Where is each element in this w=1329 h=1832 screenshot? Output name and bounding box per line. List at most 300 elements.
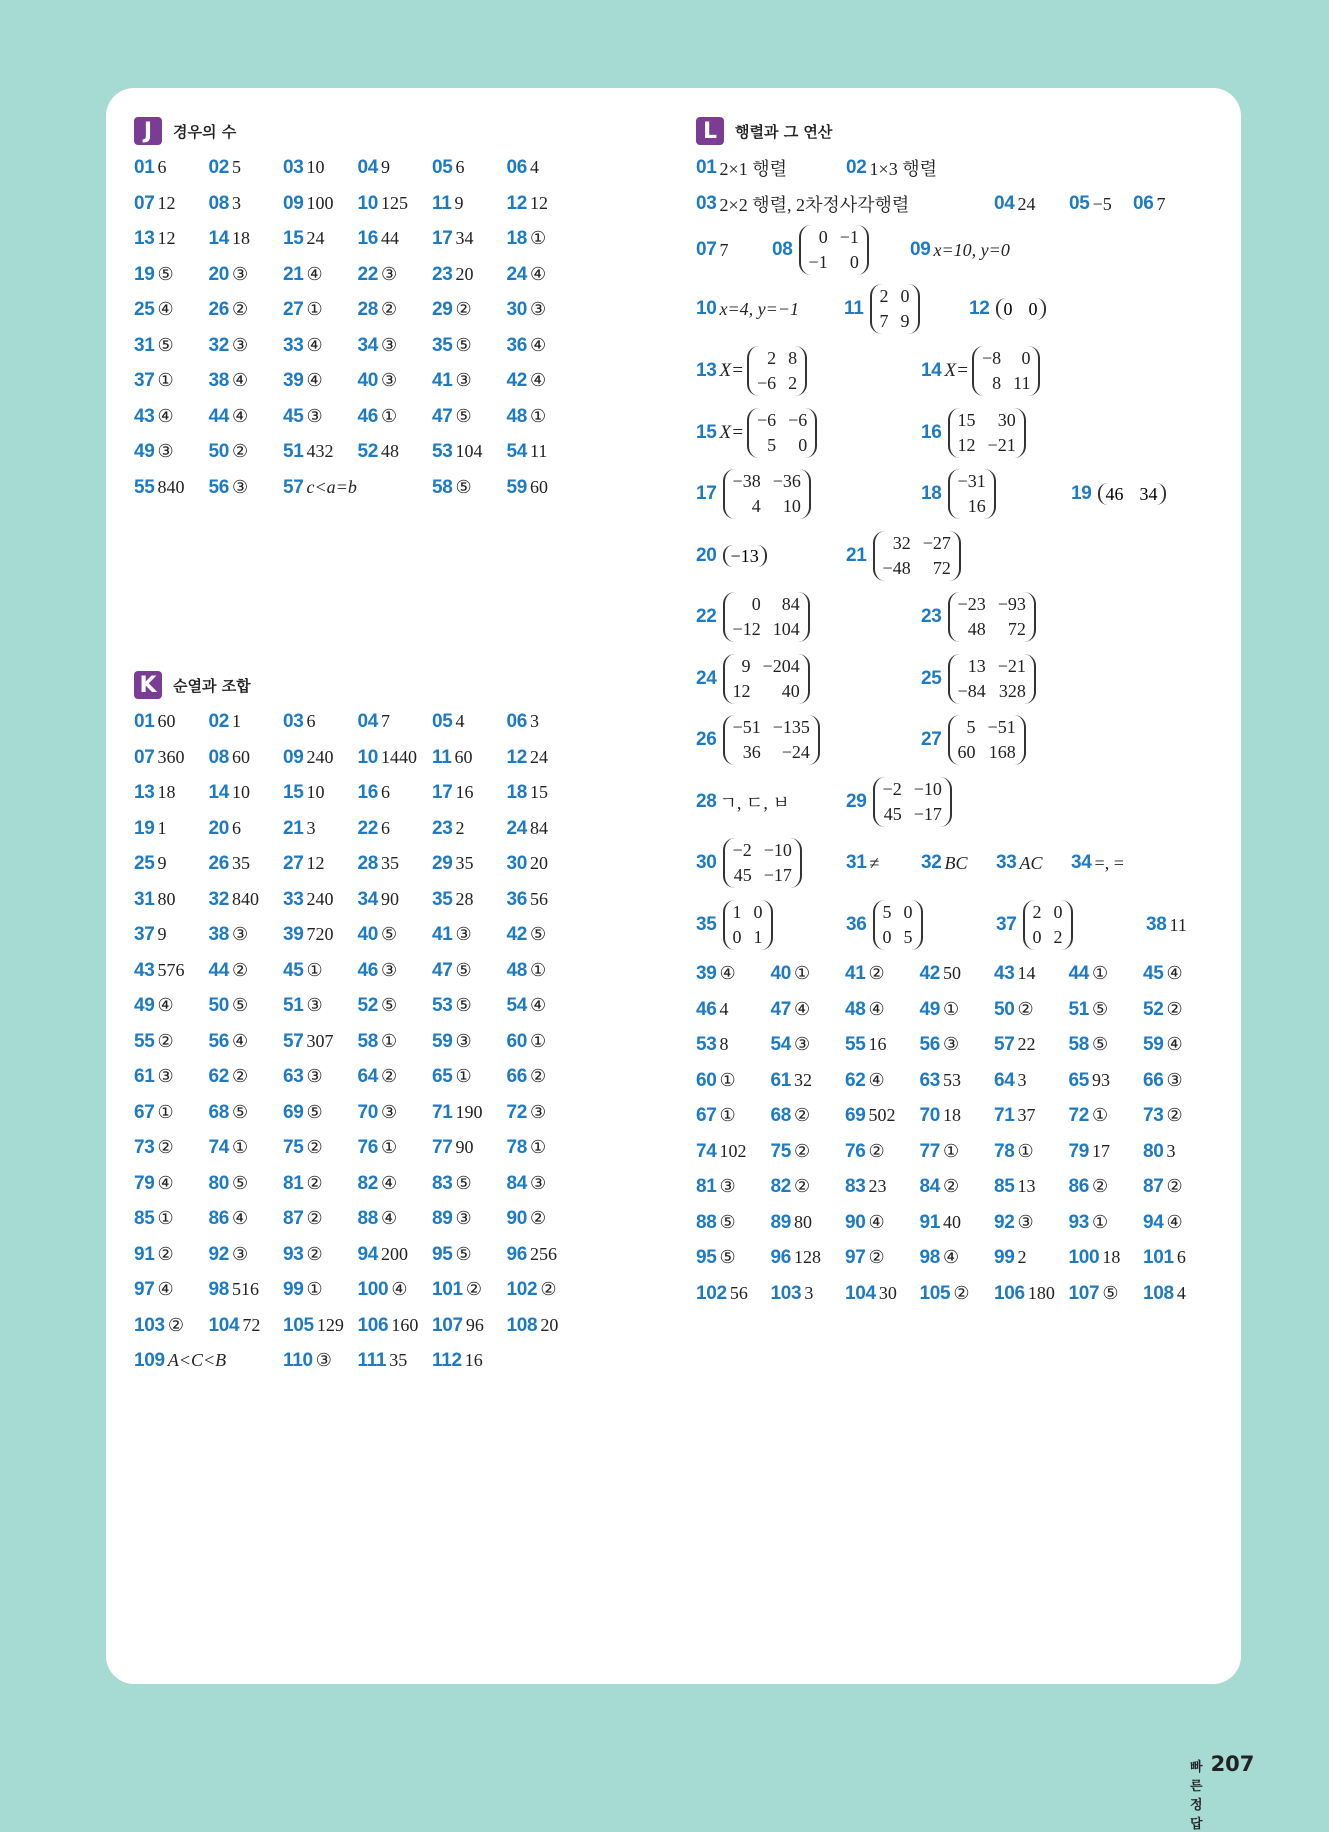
row-matrix xyxy=(1098,483,1166,505)
answer-number: 50 xyxy=(208,995,230,1016)
answer-number: 57 xyxy=(994,1034,1015,1055)
answer-value: ② xyxy=(157,1243,174,1264)
answer-value: 32 xyxy=(794,1069,813,1090)
matrix xyxy=(799,225,869,275)
answer-item xyxy=(696,789,846,815)
answer-number: 77 xyxy=(919,1140,941,1162)
matrix-answer xyxy=(846,777,955,827)
answer-value: ④ xyxy=(1166,963,1183,983)
section-k-answers xyxy=(134,704,654,1379)
answer-number: 26 xyxy=(208,853,230,874)
answer-value: 4 xyxy=(455,711,465,731)
answer-number: 36 xyxy=(506,888,528,910)
answer-number: 25 xyxy=(134,299,155,320)
answer-item xyxy=(209,1272,284,1308)
answer-number: 38 xyxy=(1146,914,1167,935)
answer-value: 24 xyxy=(306,228,325,248)
answer-value: ① xyxy=(157,1208,174,1228)
answer-value: ① xyxy=(530,959,547,980)
answer-row xyxy=(696,222,1226,278)
answer-number: 70 xyxy=(919,1105,941,1126)
answer-number: 06 xyxy=(506,157,528,178)
answer-number: 110 xyxy=(283,1350,313,1371)
answer-row xyxy=(696,278,1226,340)
answer-number: 29 xyxy=(846,790,867,812)
answer-value: ④ xyxy=(381,1172,398,1193)
answer-value: ② xyxy=(868,1140,885,1161)
matrix-entry: −31 xyxy=(957,471,986,491)
answer-row xyxy=(696,586,1226,648)
answer-item xyxy=(283,1059,358,1095)
answer-item xyxy=(920,1098,995,1134)
answer-value: ① xyxy=(232,1137,249,1157)
answer-value: ② xyxy=(868,1247,885,1267)
answer-number: 112 xyxy=(432,1350,462,1371)
answer-row xyxy=(696,648,1226,709)
matrix-entry: 0 xyxy=(1032,927,1042,947)
answer-item xyxy=(1143,1205,1218,1241)
answer-item xyxy=(771,1276,846,1312)
answer-number: 66 xyxy=(506,1066,528,1087)
answer-item xyxy=(283,917,358,953)
answer-value: 100 xyxy=(306,192,334,213)
answer-item xyxy=(209,740,284,776)
answer-number: 82 xyxy=(357,1172,379,1194)
answer-item xyxy=(771,992,846,1028)
answer-number: 70 xyxy=(357,1101,379,1123)
matrix-answer xyxy=(846,531,964,581)
matrix-entry: 5 xyxy=(903,927,913,947)
section-j-answers xyxy=(134,150,654,505)
answer-number: 101 xyxy=(432,1279,463,1300)
answer-row xyxy=(696,463,1226,525)
answer-number: 08 xyxy=(772,239,793,260)
answer-value: 50 xyxy=(943,963,962,983)
answer-item xyxy=(696,155,846,181)
answer-number: 20 xyxy=(208,817,230,839)
answer-item xyxy=(921,852,996,874)
answer-number: 34 xyxy=(1071,852,1092,873)
answer-value: 40 xyxy=(943,1211,962,1232)
answer-value: 2 xyxy=(1017,1247,1027,1267)
answer-number: 58 xyxy=(1068,1034,1090,1055)
answer-number: 59 xyxy=(506,476,528,498)
answer-value: ② xyxy=(953,1282,970,1303)
answer-value: ⑤ xyxy=(232,1101,249,1122)
answer-number: 71 xyxy=(994,1105,1015,1126)
matrix-answer xyxy=(696,900,846,950)
answer-number: 73 xyxy=(1143,1105,1164,1126)
answer-value: 90 xyxy=(455,1137,474,1157)
answer-item xyxy=(432,257,507,293)
answer-number: 101 xyxy=(1143,1247,1174,1268)
answer-item xyxy=(432,1343,507,1379)
answer-item xyxy=(507,292,582,328)
answer-number: 24 xyxy=(696,667,717,689)
answer-value: 4 xyxy=(719,998,729,1019)
matrix-entry: 9 xyxy=(900,311,910,331)
answer-number: 02 xyxy=(208,711,230,732)
answer-item xyxy=(507,257,582,293)
answer-value: 60 xyxy=(232,746,251,767)
matrix-entry: −27 xyxy=(922,532,951,553)
answer-value: ② xyxy=(794,1140,811,1161)
answer-number: 32 xyxy=(921,852,942,873)
answer-number: 32 xyxy=(208,888,230,910)
answer-item xyxy=(432,470,507,506)
matrix-entry: 1 xyxy=(753,927,763,947)
answer-number: 98 xyxy=(919,1247,941,1268)
matrix-entry: −51 xyxy=(732,717,761,737)
answer-item xyxy=(358,363,433,399)
answer-item xyxy=(432,150,507,186)
answer-number: 40 xyxy=(357,370,379,391)
answer-value: x=10, y=0 xyxy=(933,239,1010,260)
answer-value: 3 xyxy=(232,192,242,213)
matrix-entry: −10 xyxy=(913,778,942,799)
answer-number: 45 xyxy=(1143,963,1164,984)
answer-number: 89 xyxy=(432,1208,453,1229)
answer-value: ④ xyxy=(943,1247,960,1267)
answer-value: 3 xyxy=(1166,1140,1176,1161)
answer-number: 85 xyxy=(994,1176,1015,1197)
answer-number: 52 xyxy=(1143,998,1164,1020)
answer-number: 103 xyxy=(770,1282,802,1304)
answer-item xyxy=(134,1095,209,1131)
answer-item xyxy=(358,221,433,257)
matrix-entry: 48 xyxy=(967,619,986,639)
answer-number: 37 xyxy=(134,370,155,391)
section-l-matrix-answers xyxy=(696,150,1226,956)
answer-value: 37 xyxy=(1017,1105,1036,1125)
answer-item xyxy=(507,917,582,953)
answer-number: 65 xyxy=(432,1066,453,1087)
answer-value: ② xyxy=(1166,1176,1183,1196)
answer-value: ① xyxy=(1017,1140,1034,1161)
matrix-prefix: X= xyxy=(719,421,744,443)
answer-item xyxy=(358,470,433,506)
answer-value: 6 xyxy=(381,817,391,838)
answer-number: 34 xyxy=(357,888,379,910)
answer-number: 22 xyxy=(357,817,379,839)
matrix-entry: 0 xyxy=(1053,902,1063,922)
answer-value: ③ xyxy=(232,334,249,355)
answer-item xyxy=(283,953,358,989)
answer-number: 50 xyxy=(208,441,230,462)
answer-value: 104 xyxy=(455,441,483,461)
answer-number: 18 xyxy=(506,782,528,803)
matrix xyxy=(873,900,923,950)
answer-number: 32 xyxy=(208,334,230,356)
matrix-entry: 4 xyxy=(751,496,761,516)
matrix-answer xyxy=(846,900,996,950)
answer-number: 21 xyxy=(283,817,304,839)
answer-number: 46 xyxy=(357,959,379,981)
answer-number: 09 xyxy=(910,239,931,260)
answer-number: 03 xyxy=(283,157,304,178)
answer-value: ⑤ xyxy=(157,334,174,355)
answer-number: 111 xyxy=(357,1350,387,1371)
answer-value: ④ xyxy=(232,370,249,390)
answer-number: 95 xyxy=(432,1243,453,1265)
answer-item xyxy=(432,399,507,435)
answer-item xyxy=(507,399,582,435)
matrix-answer xyxy=(696,346,921,396)
answer-page xyxy=(106,88,1255,1832)
answer-value: ④ xyxy=(157,1172,174,1193)
answer-item xyxy=(910,239,1010,261)
answer-item xyxy=(134,150,209,186)
answer-number: 05 xyxy=(1069,193,1090,214)
answer-value: ⑤ xyxy=(455,405,472,426)
answer-number: 37 xyxy=(134,924,155,945)
answer-value: 17 xyxy=(1092,1140,1111,1161)
answer-value: ⑤ xyxy=(455,334,472,355)
answer-value: 3 xyxy=(1017,1069,1027,1090)
matrix-entry: −24 xyxy=(781,742,810,762)
answer-value: ④ xyxy=(157,405,174,426)
answer-item xyxy=(846,155,937,181)
answer-number: 31 xyxy=(134,888,155,910)
answer-item xyxy=(994,1169,1069,1205)
answer-number: 38 xyxy=(208,370,230,391)
answer-value: 48 xyxy=(381,441,400,461)
answer-item xyxy=(507,1201,582,1237)
answer-number: 67 xyxy=(134,1101,155,1123)
answer-item xyxy=(1069,1276,1144,1312)
answer-item xyxy=(994,992,1069,1028)
answer-number: 18 xyxy=(921,483,942,504)
answer-number: 76 xyxy=(845,1140,866,1162)
answer-item xyxy=(696,1205,771,1241)
matrix-entry: 8 xyxy=(788,348,798,368)
matrix-entry: 40 xyxy=(781,680,800,701)
answer-value: ① xyxy=(530,1137,547,1157)
answer-number: 44 xyxy=(208,405,230,427)
answer-number: 86 xyxy=(208,1208,230,1229)
answer-number: 01 xyxy=(134,157,155,178)
answer-item xyxy=(358,988,433,1024)
answer-number: 35 xyxy=(696,914,717,935)
answer-item xyxy=(920,1169,995,1205)
matrix-entry: −6 xyxy=(756,409,777,430)
answer-value: ② xyxy=(455,299,472,319)
answer-item xyxy=(507,1308,582,1344)
answer-number: 91 xyxy=(919,1211,941,1233)
answer-item xyxy=(134,470,209,506)
answer-number: 11 xyxy=(432,746,452,768)
answer-item xyxy=(209,1130,284,1166)
answer-number: 38 xyxy=(208,924,230,945)
answer-number: 108 xyxy=(1143,1282,1174,1304)
answer-value: 2 xyxy=(455,817,465,838)
answer-number: 89 xyxy=(770,1211,792,1233)
answer-number: 102 xyxy=(696,1282,727,1304)
answer-value: ① xyxy=(530,405,547,426)
answer-number: 43 xyxy=(134,959,155,981)
matrix xyxy=(948,408,1026,458)
matrix-entry: 2 xyxy=(1053,927,1063,947)
answer-number: 81 xyxy=(283,1172,304,1194)
answer-item xyxy=(507,1130,582,1166)
answer-item xyxy=(507,811,582,847)
answer-number: 23 xyxy=(432,817,453,839)
answer-number: 55 xyxy=(134,1030,155,1052)
answer-number: 57 xyxy=(283,1030,304,1052)
answer-item xyxy=(358,1237,433,1273)
answer-item xyxy=(1069,1240,1144,1276)
matrix-entry: 36 xyxy=(742,742,761,762)
answer-item xyxy=(1146,914,1187,936)
answer-value: ⑤ xyxy=(719,1247,736,1267)
answer-number: 44 xyxy=(208,959,230,981)
answer-value: 125 xyxy=(381,192,409,213)
answer-number: 58 xyxy=(432,476,453,498)
answer-item xyxy=(994,956,1069,992)
answer-item xyxy=(209,704,284,740)
answer-number: 08 xyxy=(208,192,230,214)
answer-number: 16 xyxy=(357,228,379,249)
answer-item xyxy=(771,1169,846,1205)
answer-value: 23 xyxy=(868,1176,887,1196)
matrix-answer xyxy=(996,900,1146,950)
answer-item xyxy=(507,221,582,257)
answer-value: ③ xyxy=(232,476,249,497)
answer-value: ① xyxy=(943,1140,960,1161)
answer-item xyxy=(209,846,284,882)
answer-number: 43 xyxy=(134,405,155,427)
answer-value: 12 xyxy=(530,192,549,213)
answer-value: 16 xyxy=(455,782,474,802)
matrix-entry: 2 xyxy=(1032,902,1042,922)
answer-number: 20 xyxy=(696,544,717,566)
answer-item xyxy=(209,257,284,293)
answer-number: 48 xyxy=(845,998,866,1020)
answer-item xyxy=(846,852,921,874)
answer-item xyxy=(283,704,358,740)
answer-value: ③ xyxy=(455,1030,472,1051)
answer-item xyxy=(358,328,433,364)
answer-number: 18 xyxy=(506,228,528,249)
answer-value: ④ xyxy=(530,263,547,284)
answer-number: 55 xyxy=(845,1034,866,1055)
answer-item xyxy=(432,328,507,364)
answer-number: 04 xyxy=(994,193,1015,214)
answer-number: 06 xyxy=(1133,193,1154,214)
section-k-badge: K xyxy=(134,671,162,699)
answer-number: 85 xyxy=(134,1208,155,1229)
answer-number: 29 xyxy=(432,853,453,874)
answer-number: 64 xyxy=(994,1069,1015,1091)
answer-item xyxy=(1143,1134,1218,1170)
answer-value: BC xyxy=(944,852,968,873)
answer-number: 97 xyxy=(134,1279,155,1300)
matrix-answer xyxy=(696,654,921,704)
answer-value: 84 xyxy=(530,817,549,838)
answer-item xyxy=(696,298,844,320)
answer-value: ⑤ xyxy=(530,924,547,944)
answer-item xyxy=(1143,1098,1218,1134)
answer-number: 37 xyxy=(996,914,1017,935)
answer-number: 49 xyxy=(134,441,155,462)
answer-item xyxy=(771,1134,846,1170)
answer-number: 68 xyxy=(208,1101,230,1123)
answer-number: 25 xyxy=(921,667,942,689)
answer-item xyxy=(358,399,433,435)
answer-number: 49 xyxy=(919,998,941,1020)
answer-item xyxy=(432,1166,507,1202)
answer-item xyxy=(209,434,284,470)
answer-item xyxy=(283,221,358,257)
answer-item xyxy=(771,1098,846,1134)
answer-value: 200 xyxy=(381,1243,409,1264)
answer-number: 54 xyxy=(506,995,528,1016)
answer-item xyxy=(1143,1027,1218,1063)
matrix xyxy=(948,654,1036,704)
answer-number: 41 xyxy=(432,924,453,945)
answer-value: 60 xyxy=(454,746,473,767)
matrix-entry: −51 xyxy=(987,717,1016,737)
answer-value: 10 xyxy=(306,157,325,177)
answer-number: 04 xyxy=(357,711,379,732)
answer-value: ③ xyxy=(306,405,323,426)
answer-value: ③ xyxy=(381,1101,398,1122)
answer-value: ① xyxy=(719,1069,736,1090)
answer-value: 6 xyxy=(381,782,391,802)
answer-value: 24 xyxy=(530,746,549,767)
answer-value: 1440 xyxy=(381,746,418,767)
answer-item xyxy=(1133,193,1166,215)
answer-value: ④ xyxy=(530,370,547,390)
matrix-answer xyxy=(921,592,1039,642)
answer-item xyxy=(994,1134,1069,1170)
answer-value: 80 xyxy=(157,888,176,909)
answer-item xyxy=(209,1059,284,1095)
answer-value: 35 xyxy=(381,853,400,873)
answer-item xyxy=(432,988,507,1024)
answer-item xyxy=(994,1205,1069,1241)
answer-item xyxy=(696,1063,771,1099)
answer-number: 104 xyxy=(208,1314,240,1336)
answer-item xyxy=(432,1201,507,1237)
answer-number: 100 xyxy=(357,1279,389,1300)
matrix-entry: 32 xyxy=(892,532,911,553)
matrix xyxy=(723,838,802,888)
answer-number: 51 xyxy=(283,441,304,462)
answer-number: 90 xyxy=(845,1211,866,1233)
section-l-title: 행렬과 그 연산 xyxy=(735,122,833,141)
answer-item xyxy=(209,1308,284,1344)
answer-row xyxy=(696,402,1226,463)
answer-value: 30 xyxy=(878,1282,897,1303)
answer-item xyxy=(283,1272,358,1308)
answer-item xyxy=(358,1095,433,1131)
answer-value: 240 xyxy=(306,746,334,767)
answer-number: 58 xyxy=(357,1030,379,1052)
answer-number: 53 xyxy=(432,441,453,462)
matrix-answer xyxy=(772,225,910,275)
answer-item xyxy=(845,1027,920,1063)
answer-number: 27 xyxy=(921,729,942,750)
answer-number: 80 xyxy=(208,1172,230,1194)
answer-number: 14 xyxy=(921,360,942,381)
answer-value: ④ xyxy=(530,334,547,355)
answer-number: 08 xyxy=(208,746,230,768)
matrix-prefix: X= xyxy=(944,360,969,381)
matrix-entry: −8 xyxy=(981,348,1002,368)
answer-item xyxy=(696,1240,771,1276)
matrix xyxy=(948,715,1026,765)
